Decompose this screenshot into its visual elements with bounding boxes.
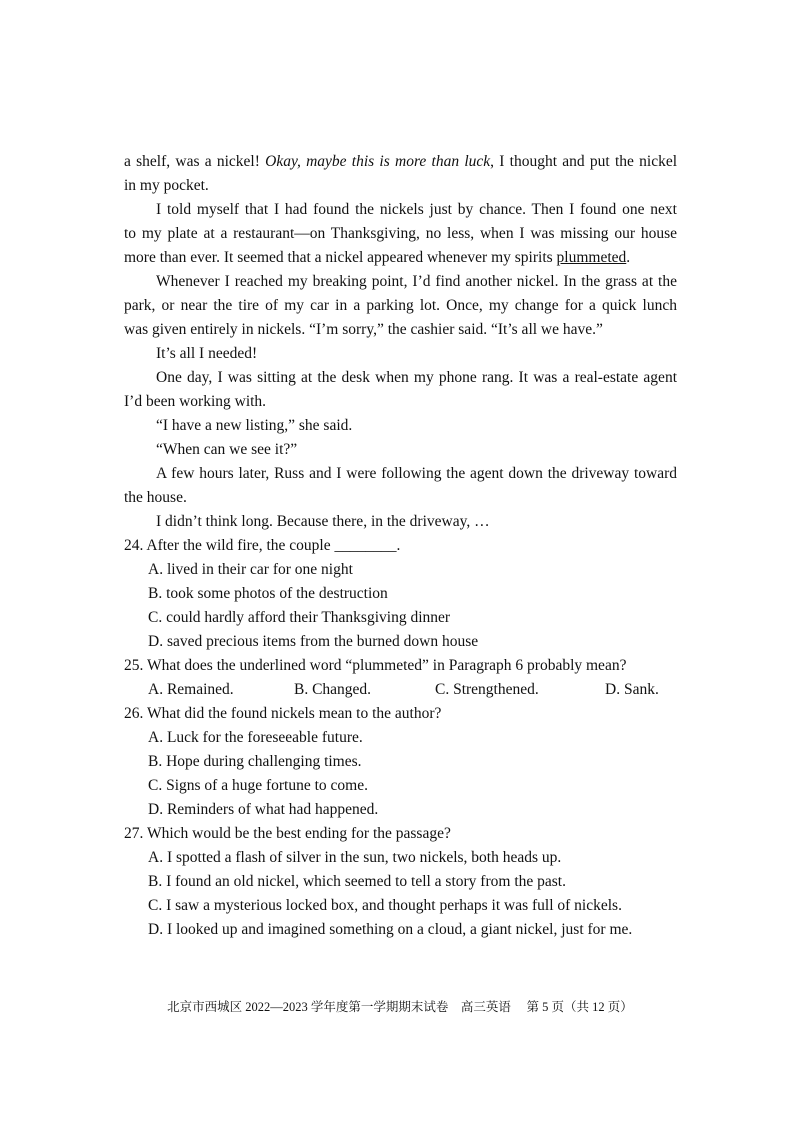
question-25-option-a: A. Remained. (148, 681, 234, 698)
question-26-option-c: C. Signs of a huge fortune to come. (148, 777, 368, 794)
passage-line: I’d been working with. (124, 393, 267, 410)
question-24-option-d: D. saved precious items from the burned down house (148, 633, 479, 650)
page-footer: 北京市西城区 2022—2023 学年度第一学期期末试卷 高三英语 第 5 页（共 12 页） (167, 1000, 633, 1014)
passage-line: a shelf, was a nickel! Okay, maybe this is more than luck, I thought and put the nickel (124, 153, 678, 170)
question-24-option-c: C. could hardly afford their Thanksgiving dinner (148, 609, 451, 626)
question-27-stem: 27. Which would be the best ending for the passage? (124, 825, 451, 842)
question-27-option-a: A. I spotted a flash of silver in the sun, two nickels, both heads up. (148, 849, 562, 866)
passage-line: One day, I was sitting at the desk when my phone rang. It was a real-estate agent (156, 369, 677, 386)
question-25-options (124, 678, 677, 702)
passage-line: “When can we see it?” (156, 441, 298, 458)
exam-page-content (124, 150, 677, 942)
question-27-option-d: D. I looked up and imagined something on a cloud, a giant nickel, just for me. (148, 921, 633, 938)
question-26-option-b: B. Hope during challenging times. (148, 753, 362, 770)
question-27-option-b: B. I found an old nickel, which seemed to tell a story from the past. (148, 873, 566, 890)
passage-line: I told myself that I had found the nickels just by chance. Then I found one next (156, 201, 677, 218)
question-26-option-d: D. Reminders of what had happened. (148, 801, 379, 818)
question-24-option-b: B. took some photos of the destruction (148, 585, 388, 602)
passage-line: I didn’t think long. Because there, in the driveway, … (156, 513, 490, 530)
underlined-word-plummeted: plummeted (556, 249, 627, 266)
passage-line: to my plate at a restaurant—on Thanksgiving, no less, when I was missing our house (124, 225, 677, 242)
passage-line: was given entirely in nickels. “I’m sorry,” the cashier said. “It’s all we have.” (124, 321, 603, 338)
passage-line: It’s all I needed! (156, 345, 258, 362)
passage-line: Whenever I reached my breaking point, I’d find another nickel. In the grass at the (156, 273, 677, 290)
passage-line: the house. (124, 489, 187, 506)
passage-line: “I have a new listing,” she said. (156, 417, 353, 434)
passage-line: in my pocket. (124, 177, 209, 194)
question-26-stem: 26. What did the found nickels mean to the author? (124, 705, 442, 722)
question-26-option-a: A. Luck for the foreseeable future. (148, 729, 363, 746)
question-25-option-d: D. Sank. (605, 681, 659, 698)
question-25-stem: 25. What does the underlined word “plummeted” in Paragraph 6 probably mean? (124, 657, 627, 674)
italic-thought: Okay, maybe this is more than luck (265, 153, 491, 170)
question-24-option-a: A. lived in their car for one night (148, 561, 353, 578)
passage-line: A few hours later, Russ and I were following the agent down the driveway toward (156, 465, 677, 482)
question-27-option-c: C. I saw a mysterious locked box, and thought perhaps it was full of nickels. (148, 897, 622, 914)
passage-line: more than ever. It seemed that a nickel appeared whenever my spirits plummeted. (124, 249, 631, 266)
question-24-stem: 24. After the wild fire, the couple ________. (124, 537, 401, 554)
question-25-option-b: B. Changed. (294, 681, 372, 698)
question-25-option-c: C. Strengthened. (435, 681, 539, 698)
passage-line: park, or near the tire of my car in a parking lot. Once, my change for a quick lunch (124, 297, 677, 314)
